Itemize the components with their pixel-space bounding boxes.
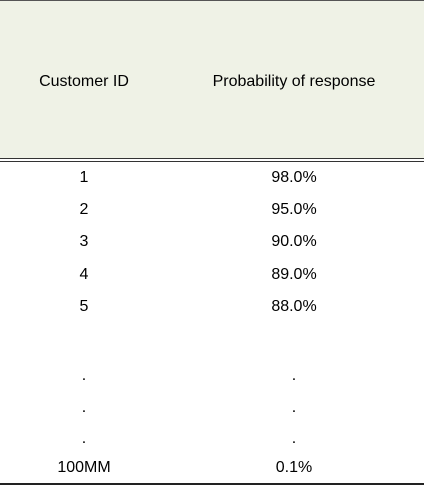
table-row — [0, 230, 424, 254]
probability-cell: 90.0% — [271, 233, 317, 250]
ellipsis-cell: . — [81, 367, 87, 384]
ellipsis-cell: . — [291, 430, 297, 447]
table-row — [0, 396, 424, 420]
customer-id-cell: 100MM — [57, 459, 111, 476]
header-divider-top — [0, 158, 424, 159]
probability-cell: 0.1% — [275, 459, 313, 476]
probability-cell: 98.0% — [271, 169, 317, 186]
customer-id-cell: 2 — [79, 201, 89, 218]
table-row — [0, 456, 424, 480]
customer-id-cell: 1 — [79, 169, 89, 186]
header-divider-bottom — [0, 161, 424, 162]
table-row — [0, 263, 424, 287]
customer-id-cell: 3 — [79, 233, 89, 250]
table-row — [0, 427, 424, 451]
probability-cell: 95.0% — [271, 201, 317, 218]
header-customer-id: Customer ID — [39, 73, 129, 90]
probability-cell: 89.0% — [271, 266, 317, 283]
ellipsis-cell: . — [291, 367, 297, 384]
table-header — [0, 0, 424, 158]
ellipsis-cell: . — [81, 399, 87, 416]
probability-cell: 88.0% — [271, 298, 317, 315]
table-row — [0, 295, 424, 319]
customer-id-cell: 4 — [79, 266, 89, 283]
table-row — [0, 166, 424, 190]
table-row — [0, 364, 424, 388]
ellipsis-cell: . — [291, 399, 297, 416]
customer-id-cell: 5 — [79, 298, 89, 315]
table-row — [0, 198, 424, 222]
table-bottom-border — [0, 483, 424, 485]
ellipsis-cell: . — [81, 430, 87, 447]
header-probability-of-response: Probability of response — [212, 73, 376, 90]
